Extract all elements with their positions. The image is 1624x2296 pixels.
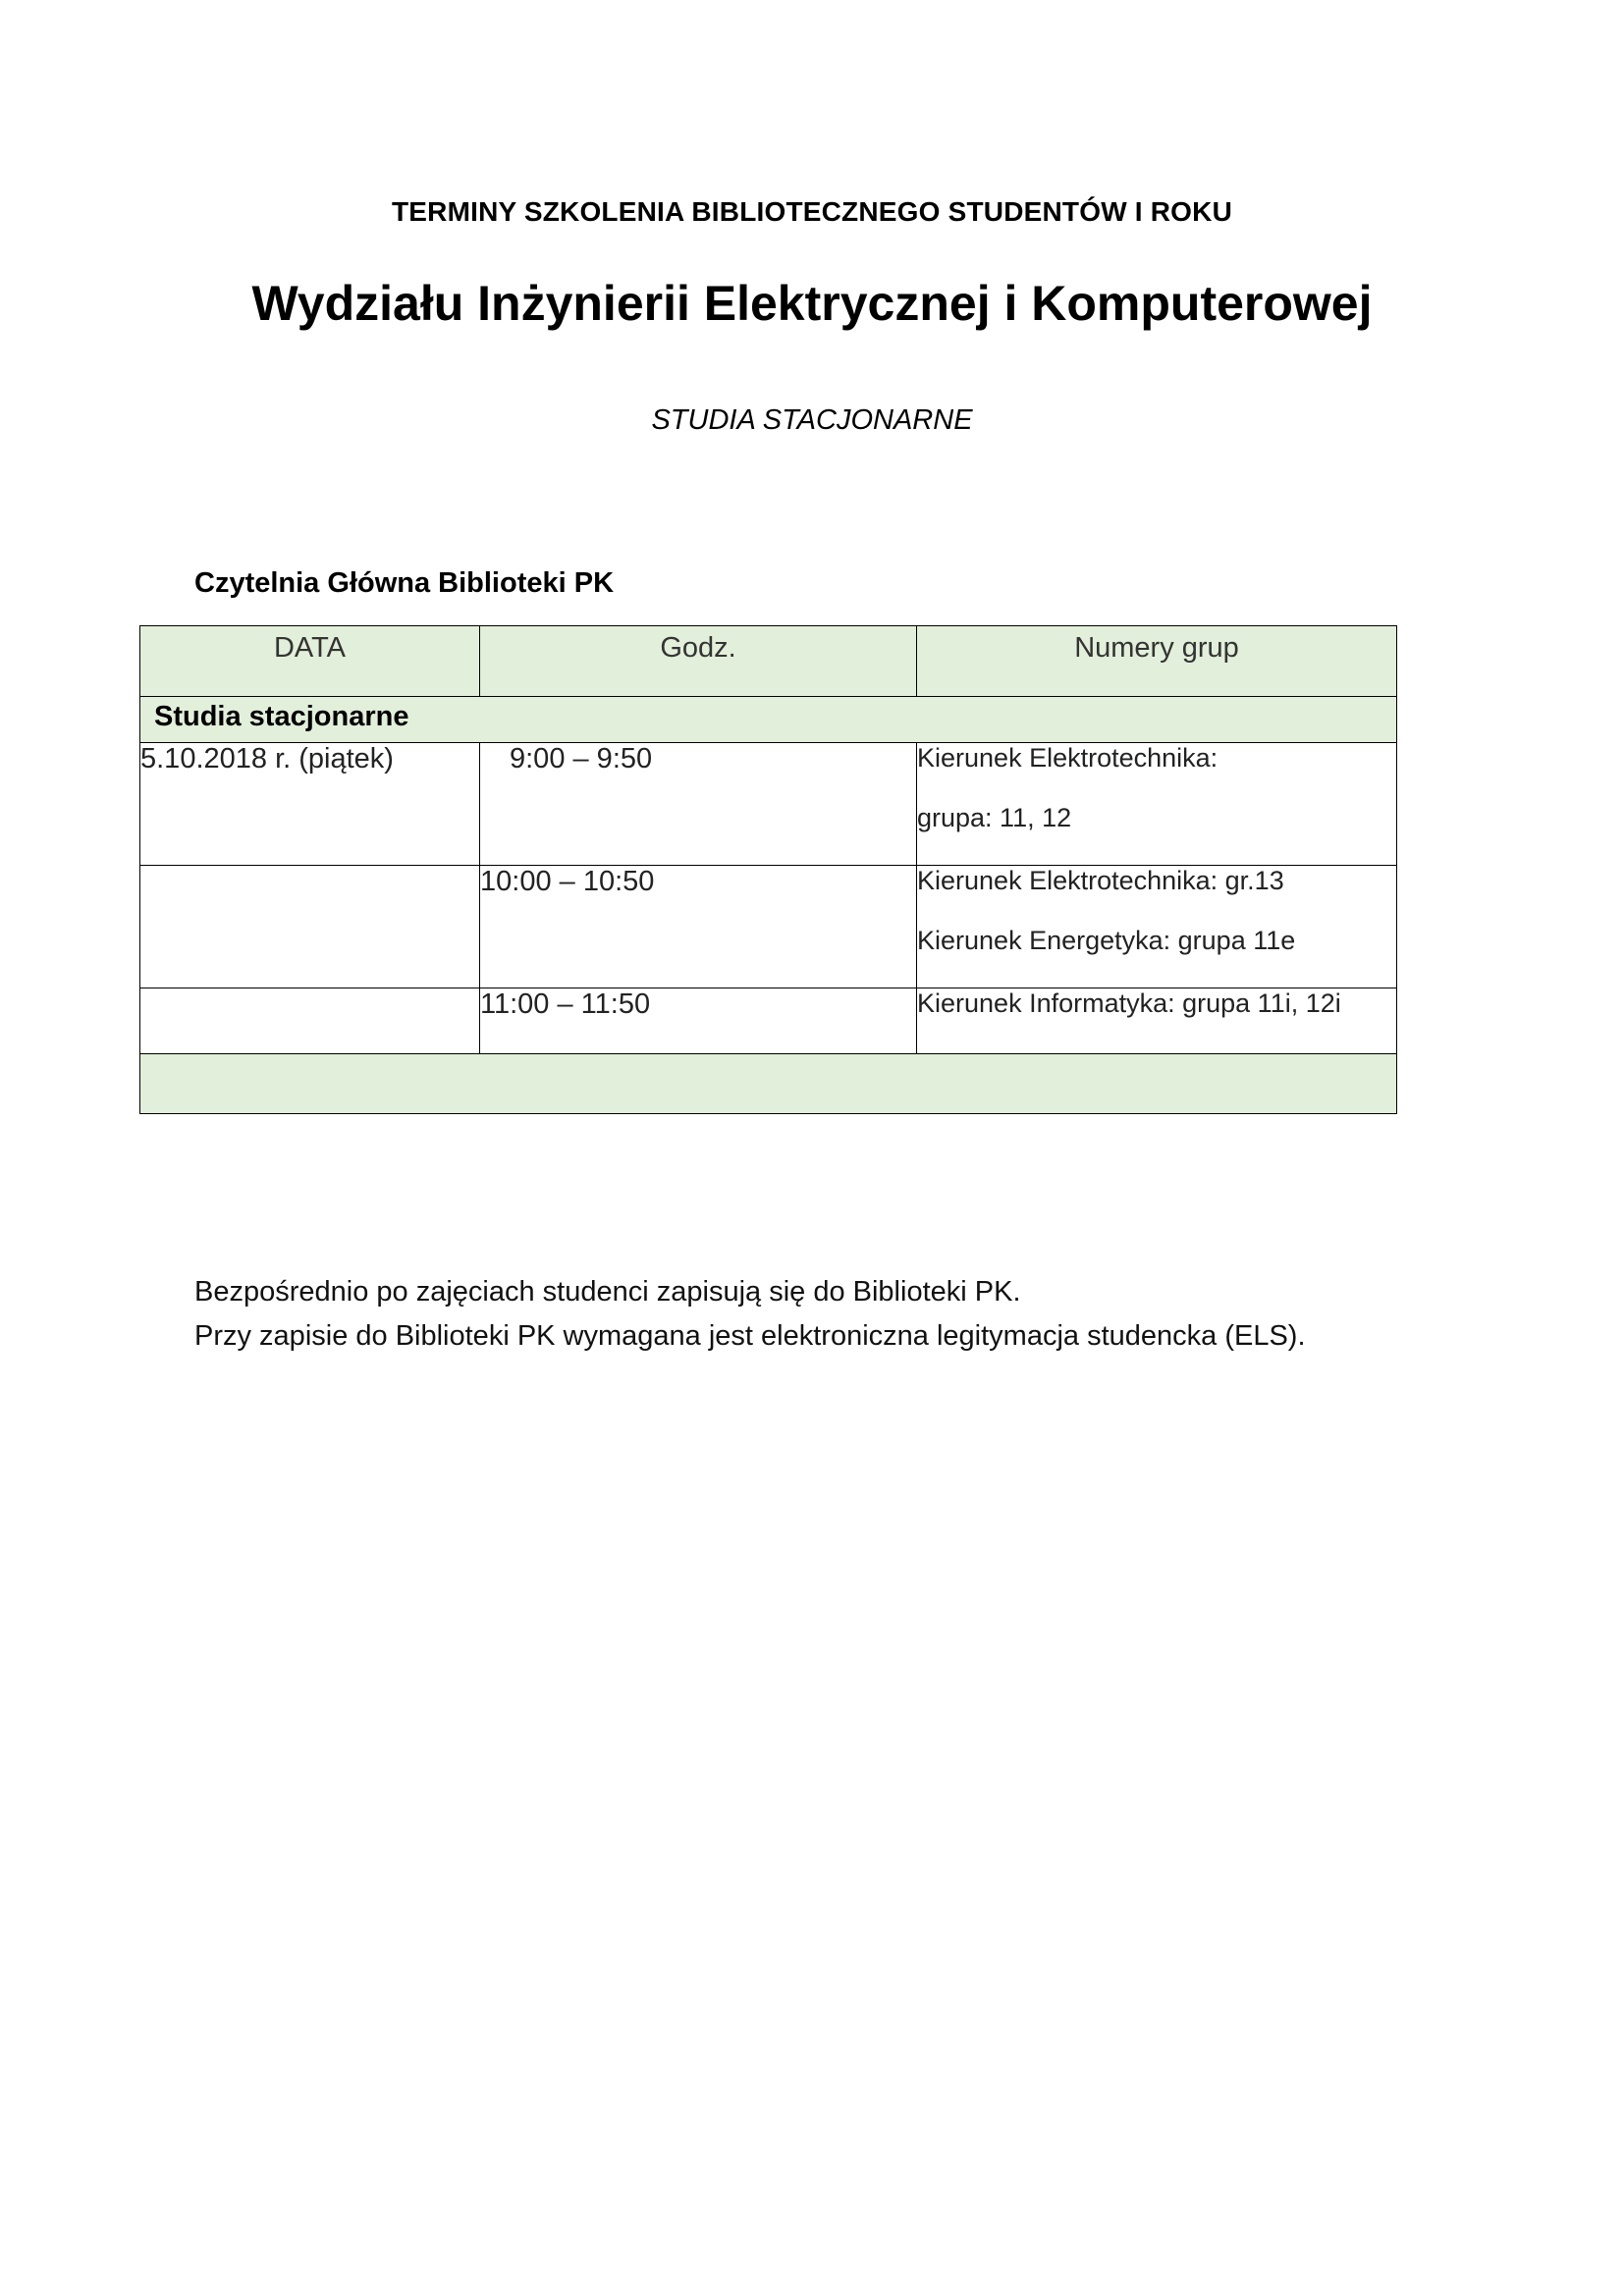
document-title-line-2: Wydziału Inżynierii Elektrycznej i Komputerowej (251, 276, 1373, 331)
cell-time: 11:00 – 11:50 (480, 988, 917, 1054)
column-header-date: DATA (140, 626, 480, 697)
group-line: Kierunek Energetyka: grupa 11e (917, 926, 1296, 955)
table-footer-cell (140, 1054, 1397, 1114)
location-heading: Czytelnia Główna Biblioteki PK (194, 567, 615, 599)
section-label: Studia stacjonarne (140, 697, 1397, 743)
schedule-table (139, 625, 1397, 1114)
cell-time: 9:00 – 9:50 (480, 743, 917, 866)
table-header-row (140, 626, 1397, 697)
table-section-row (140, 697, 1397, 743)
document-subtitle: STUDIA STACJONARNE (651, 404, 973, 436)
cell-date: 5.10.2018 r. (piątek) (140, 743, 480, 866)
table-row (140, 866, 1397, 988)
cell-groups (917, 988, 1397, 1054)
note-line-2: Przy zapisie do Biblioteki PK wymagana jest elektroniczna legitymacja studencka (ELS). (194, 1320, 1306, 1352)
cell-groups (917, 743, 1397, 866)
cell-date (140, 988, 480, 1054)
table-row (140, 988, 1397, 1054)
group-line: Kierunek Informatyka: grupa 11i, 12i (917, 988, 1341, 1018)
table-footer-row (140, 1054, 1397, 1114)
group-line: Kierunek Elektrotechnika: gr.13 (917, 866, 1284, 895)
group-line: Kierunek Elektrotechnika: (917, 743, 1218, 773)
cell-time: 10:00 – 10:50 (480, 866, 917, 988)
column-header-groups: Numery grup (917, 626, 1397, 697)
table-row (140, 743, 1397, 866)
cell-groups (917, 866, 1397, 988)
document-title-line-1: TERMINY SZKOLENIA BIBLIOTECZNEGO STUDENTÓW I ROKU (391, 196, 1233, 227)
group-line: grupa: 11, 12 (917, 803, 1072, 832)
column-header-time: Godz. (480, 626, 917, 697)
note-line-1: Bezpośrednio po zajęciach studenci zapisują się do Biblioteki PK. (194, 1276, 1021, 1308)
cell-date (140, 866, 480, 988)
